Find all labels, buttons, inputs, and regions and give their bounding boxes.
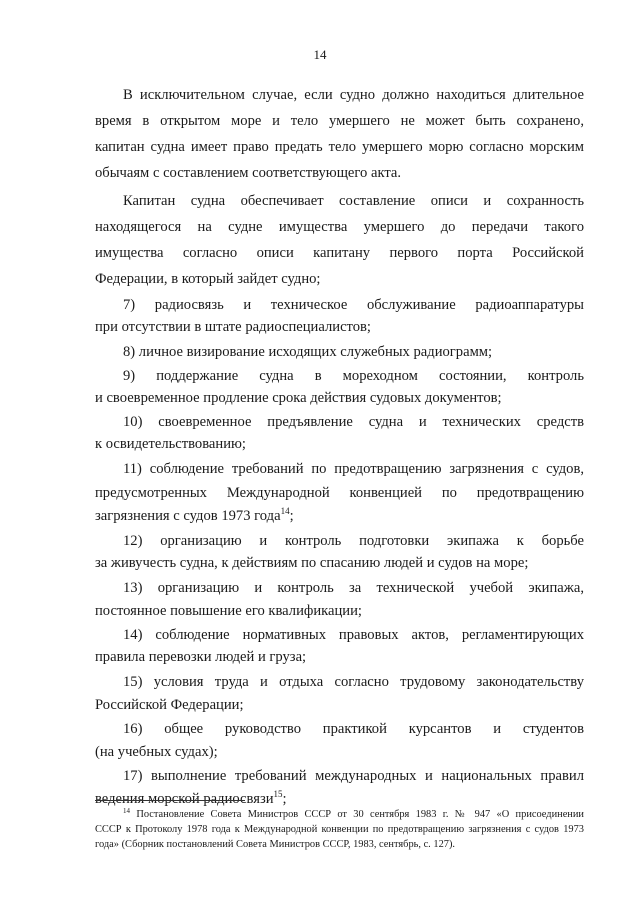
text-line: В исключительном случае, если судно должно находиться длительное (123, 87, 584, 103)
punctuation: ; (282, 791, 287, 807)
text-line: (на учебных судах); (95, 744, 218, 760)
list-item-8: 8) личное визирование исходящих служебных радиограмм; (123, 344, 493, 360)
list-item-15: 15) условия труда и отдыха согласно трудовому законодательству (123, 674, 584, 690)
text-line: время в открытом море и тело умершего не может быть сохранено, (95, 113, 584, 129)
text-line: и своевременное продление срока действия судовых документов; (95, 390, 502, 406)
text-line: правила перевозки людей и груза; (95, 649, 307, 665)
list-item-14: 14) соблюдение нормативных правовых актов, регламентирующих (123, 627, 584, 643)
footnote-ref: 14 (280, 506, 290, 516)
text-line: Российской Федерации; (95, 697, 244, 713)
footnote-ref: 15 (273, 789, 283, 799)
footnote-text: Постановление Совета Министров СССР от 30 сентября 1983 г. № 947 «О присоединении (136, 809, 584, 820)
list-item-10: 10) своевременное предъявление судна и технических средств (123, 414, 584, 430)
footnote-line: СССР к Протоколу 1978 года к Международной конвенции по предотвращению загрязнения с судов 1973 (95, 824, 584, 835)
text-line: за живучесть судна, к действиям по спасанию людей и судов на море; (95, 555, 529, 571)
text-line (95, 507, 294, 525)
text-line: имущества согласно описи капитану первого порта Российской (95, 245, 584, 261)
footnote-line: года» (Сборник постановлений Совета Министров СССР, 1983, сентябрь, с. 127). (95, 839, 456, 850)
footnote-divider (95, 800, 245, 801)
text-line: находящегося на судне имущества умершего до передачи такого (95, 219, 584, 235)
list-item-11: 11) соблюдение требований по предотвращению загрязнения с судов, (123, 461, 584, 477)
list-item-7: 7) радиосвязь и техническое обслуживание радиоаппаратуры (123, 297, 584, 313)
text-line: предусмотренных Международной конвенцией по предотвращению (95, 485, 584, 501)
list-item-12: 12) организацию и контроль подготовки экипажа к борьбе (123, 533, 584, 549)
text-line: обычаям с составлением соответствующего акта. (95, 165, 402, 181)
text-line: Федерации, в который зайдет судно; (95, 271, 321, 287)
text-line (95, 790, 287, 808)
footnote-line (123, 808, 584, 821)
list-item-16: 16) общее руководство практикой курсантов и студентов (123, 721, 584, 737)
list-item-17: 17) выполнение требований международных и национальных правил (123, 768, 584, 784)
text-line: капитан судна имеет право предать тело умершего морю согласно морским (95, 139, 584, 155)
page-number: 14 (313, 47, 327, 62)
punctuation: ; (289, 508, 294, 524)
list-item-9: 9) поддержание судна в мореходном состоянии, контроль (123, 368, 584, 384)
text-line: постоянное повышение его квалификации; (95, 603, 362, 619)
text-span: загрязнения с судов 1973 года (95, 508, 281, 524)
footnote-number: 14 (123, 807, 130, 815)
text-span: ведения морской радиосвязи (95, 791, 274, 807)
list-item-13: 13) организацию и контроль за технической учебой экипажа, (123, 580, 584, 596)
text-line: при отсутствии в штате радиоспециалистов; (95, 319, 371, 335)
text-line: Капитан судна обеспечивает составление описи и сохранность (123, 193, 584, 209)
text-line: к освидетельствованию; (95, 436, 246, 452)
